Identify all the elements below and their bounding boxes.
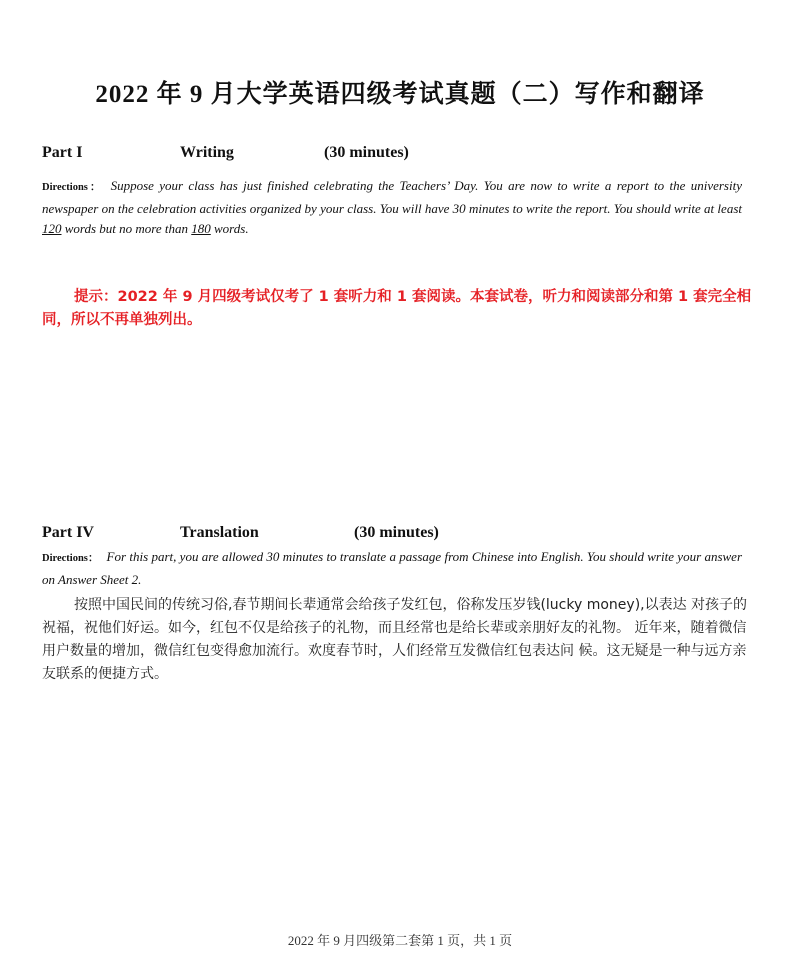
min-words: 120 [42,221,62,236]
part1-time: (30 minutes) [324,144,409,161]
max-words: 180 [191,221,211,236]
part4-directions-text: For this part, you are allowed 30 minutes to translate a passage from Chinese into English. You should write your answer on Answer Sheet 2. [42,549,743,587]
part4-section: Translation [180,524,259,541]
part4-directions-label: Directions： [42,553,99,564]
part1-directions-text-a: Suppose your class has just finished celebrating the Teachers’ Day. You are now to write a report to the university newspaper on the celebration activities organized by your class. You will have 30 minutes to write the report. You should write at least [42,178,742,216]
part1-directions [42,176,742,240]
part4-label: Part IV [42,524,94,541]
translation-passage: 按照中国民间的传统习俗,春节期间长辈通常会给孩子发红包，俗称发压岁钱(lucky money),以表达 对孩子的祝福，祝他们好运。如今，红包不仅是给孩子的礼物，而且经常也是给长辈或亲朋好友的礼物。 近年来，随着微信用户数量的增加，微信红包变得愈加流行。欢度春节时，人们经常互发微信红包表达问 候。这无疑是一种与远方亲友联系的便捷方式。 [42,597,748,682]
page-title: 2022 年 9 月大学英语四级考试真题（二）写作和翻译 [95,81,705,108]
part1-directions-text-c: words. [210,221,249,236]
part1-label: Part I [42,144,83,161]
part1-directions-text-b: words but no more than [61,221,192,236]
part1-directions-label: Directions： [42,182,103,193]
part1-section: Writing [180,144,234,161]
page-footer: 2022 年 9 月四级第二套第 1 页，共 1 页 [287,933,513,948]
part4-directions [42,547,742,590]
red-tip-note: 提示：2022 年 9 月四级考试仅考了 1 套听力和 1 套阅读。本套试卷，听力和阅读部分和第 1 套完全相同，所以不再单独列出。 [42,289,752,328]
part4-time: (30 minutes) [354,524,439,541]
